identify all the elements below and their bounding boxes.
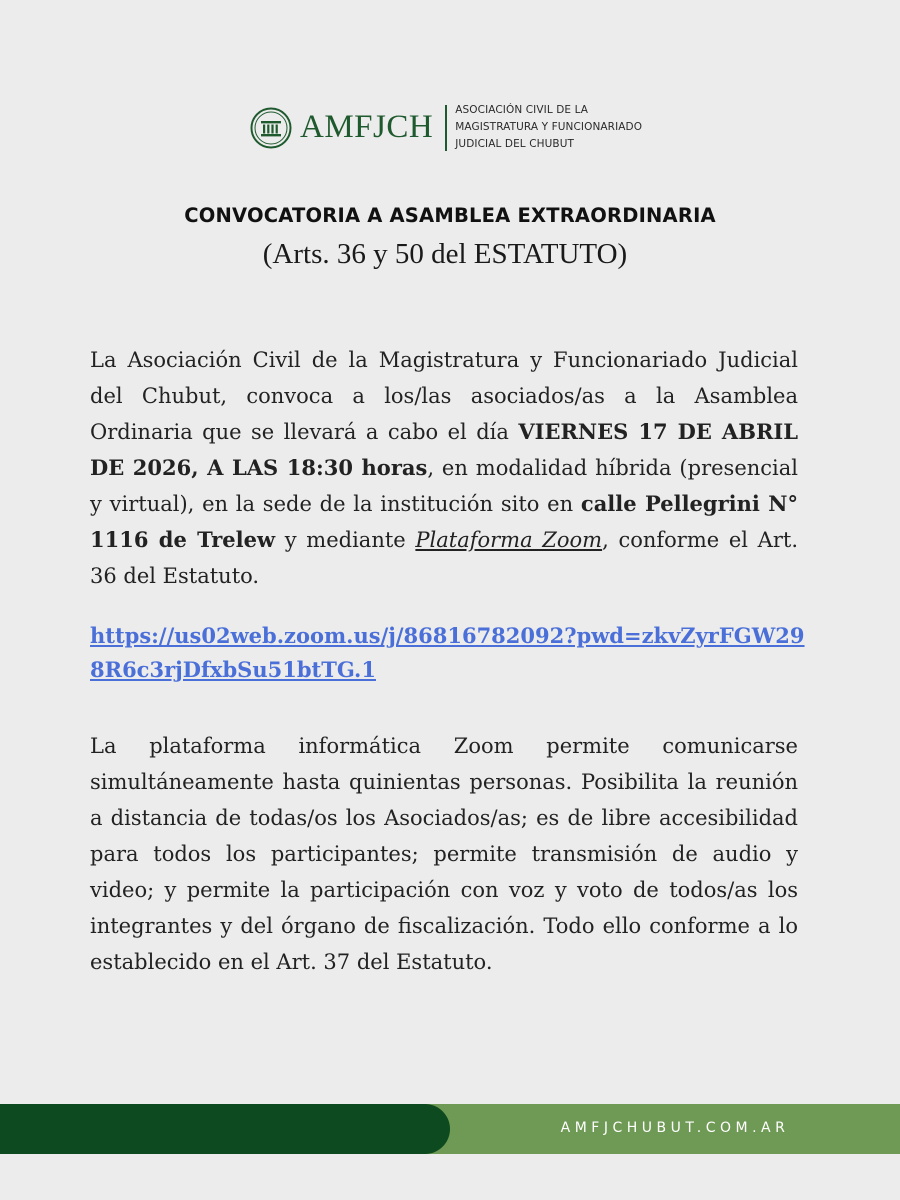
logo-wordmark: AMFJCH: [300, 109, 434, 145]
organization-line-2: MAGISTRATURA Y FUNCIONARIADO: [455, 121, 643, 133]
paragraph1-text-4: , conforme el Art. 36 del Estatuto.: [90, 528, 798, 588]
zoom-description-paragraph: La plataforma informática Zoom permite comunicarse simultáneamente hasta quinientas personas. Posibilita la reunión a distancia de todas/os los Asociados/as; es de libre accesibilidad para todos los participantes; permite transmisión de audio y video; y permite la participación con voz y voto de todos/as los integrantes y del órgano de fiscalización. Todo ello conforme a lo establecido en el Art. 37 del Estatuto.: [90, 734, 798, 974]
paragraph1-text-3: y mediante: [275, 528, 416, 552]
document-title: CONVOCATORIA A ASAMBLEA EXTRAORDINARIA: [184, 204, 716, 227]
logo-divider: [445, 105, 447, 151]
organization-name: [455, 102, 642, 153]
paragraph1-text-2: , en modalidad híbrida (presencial y virtual), en la sede de la institución sito en: [90, 456, 798, 516]
footer-website[interactable]: AMFJCHUBUT.COM.AR: [560, 1120, 790, 1136]
courthouse-icon: [250, 107, 292, 149]
meeting-address: calle Pellegrini N° 1116 de Trelew: [90, 491, 798, 552]
header-logo: [250, 102, 642, 153]
zoom-meeting-link[interactable]: https://us02web.zoom.us/j/86816782092?pwd=zkvZyrFGW298R6c3rjDfxbSu51btTG.1: [90, 623, 805, 682]
convocation-paragraph: [90, 342, 798, 594]
organization-line-1: ASOCIACIÓN CIVIL DE LA: [455, 104, 589, 116]
meeting-date: VIERNES 17 DE ABRIL DE 2026, A LAS 18:30 horas: [90, 419, 799, 480]
footer-accent: [0, 1104, 450, 1154]
platform-name: Plataforma Zoom: [415, 528, 603, 552]
organization-line-3: JUDICIAL DEL CHUBUT: [455, 138, 575, 150]
document-subtitle: (Arts. 36 y 50 del ESTATUTO): [262, 238, 628, 270]
paragraph1-text-1: La Asociación Civil de la Magistratura y Funcionariado Judicial del Chubut, convoca a los/las asociados/as a la Asamblea Ordinaria que se llevará a cabo el día: [90, 348, 798, 444]
